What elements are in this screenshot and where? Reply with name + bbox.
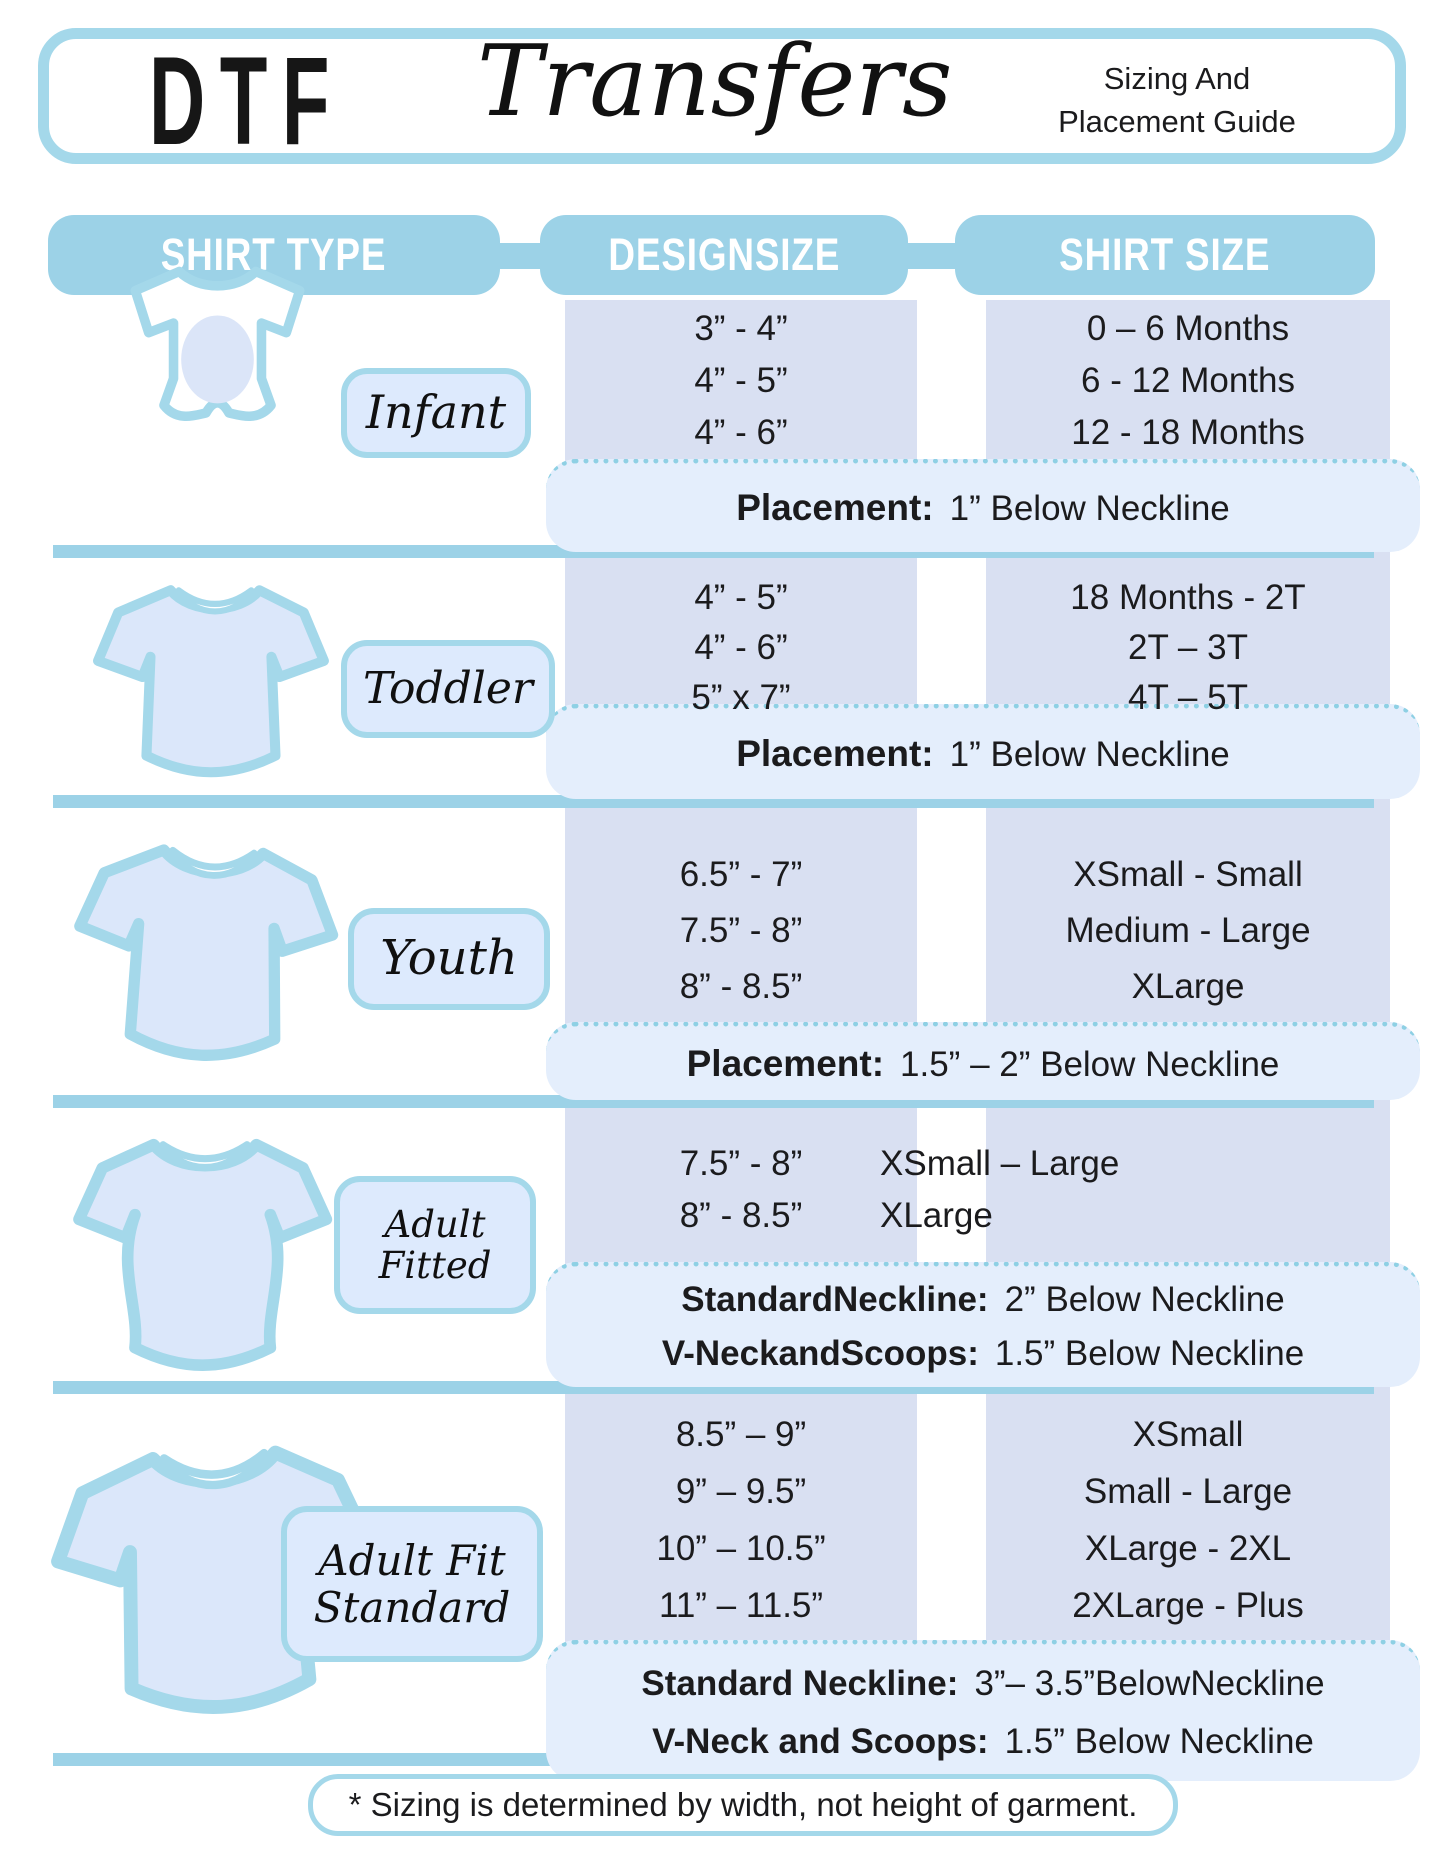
design-size-value: 10” – 10.5” [656,1528,826,1568]
guide-subtitle [1007,57,1347,143]
shirt-size-value: XLarge - 2XL [1084,1528,1292,1568]
placement-box-adult-fitted [546,1262,1420,1387]
column-header-shirt-size-label: SHIRT SIZE [1059,229,1271,280]
tshirt-icon [90,568,340,790]
design-sizes-toddler [565,573,917,723]
placement-value: 1.5” Below Neckline [994,1333,1305,1373]
design-size-value: 8” - 8.5” [679,967,803,1006]
placement-line [546,1334,1420,1374]
design-size-value: 9” – 9.5” [675,1471,807,1511]
design-size-value: 4” - 5” [694,361,788,400]
header-box [38,25,1406,172]
footer-note-box [308,1774,1178,1836]
shirt-sizes-infant [986,303,1390,459]
placement-value: 3”– 3.5”BelowNeckline [974,1663,1325,1703]
design-size-value: 4” - 5” [694,578,788,617]
fitted-tshirt-icon [65,1118,345,1386]
brand-script: Transfers [477,25,953,139]
shirt-size-value: XLarge [880,1196,993,1235]
placement-label: StandardNeckline: [681,1280,989,1320]
placement-label: Standard Neckline: [641,1663,959,1703]
placement-line [546,487,1420,529]
row-label-text: Youth [380,930,518,987]
tshirt-icon [66,817,355,1085]
row-label-text: Adult [384,1202,486,1246]
shirt-sizes-adult-fitted [880,1138,1310,1242]
design-size-value: 8.5” – 9” [675,1414,807,1454]
placement-value: 2” Below Neckline [1004,1280,1285,1320]
shirt-size-value: XSmall [1132,1414,1244,1454]
placement-line [546,733,1420,775]
pill-connector [496,243,544,269]
shirt-size-value: 2XLarge - Plus [1072,1585,1304,1625]
footer-note-text: * Sizing is determined by width, not height of garment. [348,1786,1138,1823]
placement-line [546,1043,1420,1085]
column-header-design-size-label: DESIGNSIZE [608,229,840,280]
design-size-value: 8” - 8.5” [679,1196,803,1235]
shirt-sizes-adult-standard [986,1406,1390,1634]
column-header-shirt-type-label: SHIRT TYPE [161,229,387,280]
row-label-text: Adult Fit [318,1535,506,1585]
design-size-value: 6.5” - 7” [679,855,803,894]
row-label-text: Fitted [378,1244,492,1287]
shirt-size-value: XLarge [1131,967,1245,1006]
placement-label: V-Neck and Scoops: [652,1722,989,1762]
shirt-size-value: XSmall – Large [880,1144,1120,1183]
guide-subtitle-line2: Placement Guide [1058,104,1296,139]
row-label-adult-fitted [334,1176,536,1314]
placement-label: Placement: [686,1042,885,1084]
placement-value: 1” Below Neckline [949,489,1230,528]
row-label-infant [341,368,531,458]
design-size-value: 4” - 6” [694,413,788,452]
design-sizes-infant [565,303,917,459]
row-label-adult-fit-standard [281,1506,543,1662]
row-label-text: Toddler [363,663,533,715]
placement-line [546,1280,1420,1320]
shirt-size-value: 6 - 12 Months [1081,361,1295,400]
placement-label: V-NeckandScoops: [661,1333,979,1373]
design-size-value: 7.5” - 8” [679,1144,803,1183]
placement-box-adult-standard [546,1640,1420,1781]
design-sizes-adult-fitted [565,1138,917,1242]
pill-connector [904,243,958,269]
placement-box-infant [546,459,1420,552]
shirt-size-value: 4T – 5T [1128,678,1248,717]
design-sizes-youth [565,847,917,1015]
shirt-size-value: XSmall - Small [1073,855,1303,894]
row-label-youth [348,908,550,1010]
shirt-size-value: 0 – 6 Months [1086,309,1290,348]
placement-box-youth [546,1022,1420,1100]
row-label-text: Standard [313,1583,511,1632]
placement-line [546,1664,1420,1704]
shirt-size-value: 18 Months - 2T [1070,578,1306,617]
column-header-shirt-size [955,215,1375,295]
shirt-sizes-toddler [986,573,1390,723]
brand-title: DTF [149,31,344,172]
shirt-size-value: 2T – 3T [1128,628,1248,667]
design-size-value: 5” x 7” [691,678,791,717]
shirt-sizes-youth [986,847,1390,1015]
design-size-value: 7.5” - 8” [679,911,803,950]
onesie-icon [100,260,335,455]
placement-value: 1.5” – 2” Below Neckline [900,1044,1280,1084]
row-label-text: Infant [365,385,507,440]
shirt-size-value: 12 - 18 Months [1071,413,1305,452]
placement-value: 1.5” Below Neckline [1004,1722,1314,1762]
design-size-value: 11” – 11.5” [658,1585,824,1625]
placement-label: Placement: [736,733,934,774]
design-sizes-adult-standard [565,1406,917,1634]
placement-value: 1” Below Neckline [949,735,1230,774]
design-size-value: 3” - 4” [694,309,788,348]
guide-subtitle-line1: Sizing And [1103,61,1251,96]
shirt-size-value: Medium - Large [1065,911,1311,950]
placement-label: Placement: [736,487,934,528]
design-size-value: 4” - 6” [694,628,788,667]
shirt-size-value: Small - Large [1083,1471,1293,1511]
placement-line [546,1722,1420,1762]
column-header-design-size [540,215,908,295]
row-label-toddler [341,640,555,738]
